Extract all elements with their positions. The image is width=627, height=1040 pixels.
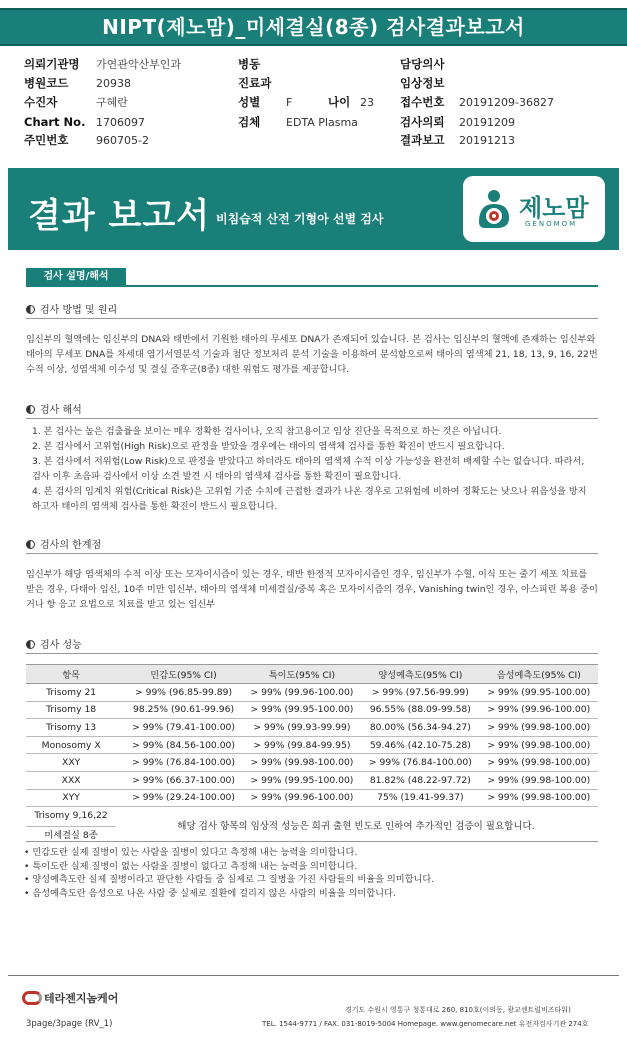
table-cell: > 99% (99.95-100.00): [243, 701, 361, 719]
info-value: 23: [360, 96, 374, 109]
limits-heading: 검사의 한계점: [26, 536, 101, 551]
table-cell: 81.82% (48.22-97.72): [361, 771, 479, 789]
table-cell: > 99% (84.56-100.00): [124, 736, 242, 754]
list-item: • 특이도란 실제 질병이 없는 사람을 질병이 없다고 측정해 내는 능력을 의미합니다.: [24, 860, 358, 872]
half-circle-icon: [26, 305, 35, 314]
report-banner: [8, 168, 619, 250]
column-header: 민감도(95% CI): [124, 665, 242, 684]
table-cell: XYY: [26, 789, 116, 807]
info-value: 20938: [96, 77, 131, 90]
table-note: 해당 검사 항목의 임상적 성능은 희귀 출현 빈도로 인하여 추가적인 검증이 필요합니다.: [177, 821, 535, 832]
info-label: 진료과: [238, 76, 272, 90]
table-cell: > 99% (99.96-100.00): [480, 701, 598, 719]
list-item: 4. 본 검사의 임계치 위험(Critical Risk)은 고위험 기준 수치에 근접한 결과가 나온 경우로 고위험에 비하여 정확도는 낮으나 위음성을 방지하고자 태아의 염색체 검사를 통한 확진이 반드시 필요합니다.: [32, 486, 587, 512]
table-cell: > 99% (79.41-100.00): [124, 719, 242, 737]
table-cell: > 99% (76.84-100.00): [361, 754, 479, 772]
section-tab: 검사 설명/해석: [26, 268, 126, 286]
table-row: [26, 771, 598, 789]
list-item: • 민감도란 실제 질병이 있는 사람을 질병이 있다고 측정해 내는 능력을 의미합니다.: [24, 847, 358, 858]
info-label: Chart No.: [24, 115, 86, 129]
table-row: [26, 684, 598, 702]
column-header: 특이도(95% CI): [243, 665, 361, 684]
info-label: 나이: [328, 95, 351, 109]
table-cell: 98.25% (90.61-99.96): [124, 701, 242, 719]
info-value: 20191213: [459, 134, 515, 147]
performance-table: [26, 664, 598, 807]
info-value: 가연관악산부인과: [96, 58, 182, 71]
table-cell: XXY: [26, 754, 116, 772]
logo-text: 제노맘: [519, 194, 589, 222]
table-cell: > 99% (99.98-100.00): [480, 789, 598, 807]
limits-text: 임신부가 해당 염색체의 수적 이상 또는 모자이시즘이 있는 경우, 태반 한정적 모자이시즘인 경우, 임신부가 수혈, 이식 또는 줄기 세포 치료를 받은 경우, 다태아 임신, 10주 미만 임신부, 태아의 염색체 미세결실/중복 혹은 모자이시즘의 경우, Vanishing twin인 경우, 아스피린 복용 중이거나 항 응고 요법으로 치료를 받고 있는 임신부: [26, 569, 598, 610]
table-cell: > 99% (99.98-100.00): [243, 754, 361, 772]
table-cell: Trisomy 18: [26, 701, 116, 719]
info-label: 접수번호: [400, 95, 445, 109]
info-label: 성별: [238, 95, 261, 109]
table-row: [26, 701, 598, 719]
info-label: 수진자: [24, 95, 58, 109]
column-header: 항목: [26, 665, 116, 684]
list-item: 3. 본 검사에서 저위험(Low Risk)으로 판정을 받았다고 하더라도 태아의 염색체 수적 이상 가능성을 완전히 배제할 수는 없습니다. 따라서, 검사 이후 초음파 검사에서 이상 소견 발견 시 태아의 염색체 검사를 통한 확진이 필요합니다.: [32, 456, 585, 482]
logo-subtext: GENOMOM: [525, 220, 578, 228]
half-circle-icon: [26, 405, 35, 414]
table-row: [26, 810, 598, 842]
banner-title: 결과 보고서: [28, 196, 211, 236]
info-value: 20191209: [459, 116, 515, 129]
genomom-logo: [463, 176, 605, 242]
genomom-logo-icon: [475, 188, 513, 230]
table-cell: > 99% (99.96-100.00): [243, 684, 361, 702]
company-logo-icon: [22, 991, 42, 1005]
table-cell: > 99% (99.84-99.95): [243, 736, 361, 754]
info-value: 960705-2: [96, 134, 149, 147]
half-circle-icon: [26, 640, 35, 649]
table-cell: 미세결실 8종: [26, 826, 116, 841]
divider: [26, 653, 598, 654]
column-header: 양성예측도(95% CI): [361, 665, 479, 684]
info-value: F: [286, 96, 293, 109]
report-title: NIPT(제노맘)_미세결실(8종) 검사결과보고서: [0, 8, 627, 46]
info-value: 1706097: [96, 116, 145, 129]
table-cell: Trisomy 9,16,22: [34, 810, 108, 821]
table-cell: > 99% (99.98-100.00): [480, 771, 598, 789]
footer-divider: [8, 975, 619, 976]
table-cell: 80.00% (56.34-94.27): [361, 719, 479, 737]
page-number: 3page/3page (RV_1): [26, 1019, 113, 1029]
interpretation-heading: 검사 해석: [26, 401, 82, 416]
info-label: 검사의뢰: [400, 115, 445, 129]
table-cell: XXX: [26, 771, 116, 789]
table-row: [26, 754, 598, 772]
performance-heading: 검사 성능: [26, 636, 82, 651]
table-row: [26, 736, 598, 754]
column-header: 음성예측도(95% CI): [480, 665, 598, 684]
method-text: 임신부의 혈액에는 임신부의 DNA와 태반에서 기원한 태아의 무세포 DNA가 존재되어 있습니다. 본 검사는 임신부의 혈액에 존재하는 임신부와 태아의 무세포 DNA를 차세대 염기서열분석 기술과 첨단 정보처리 분석 기술을 이용하여 분석함으로써 태아의 염색체 21, 18, 13, 9, 16, 22번 수적 이상, 성염색체 이수성 및 결실 증후군(8종) 대한 위험도 평가를 제공합니다.: [26, 334, 598, 375]
table-cell: 96.55% (88.09-99.58): [361, 701, 479, 719]
table-cell: > 99% (99.93-99.99): [243, 719, 361, 737]
table-cell: > 99% (99.98-100.00): [480, 736, 598, 754]
info-value: EDTA Plasma: [286, 116, 358, 129]
table-cell: Trisomy 13: [26, 719, 116, 737]
patient-info: [0, 56, 627, 156]
info-label: 결과보고: [400, 133, 445, 147]
divider: [26, 418, 598, 419]
table-cell: > 99% (66.37-100.00): [124, 771, 242, 789]
company-logo: 테라젠지놈케어: [22, 990, 118, 1006]
table-cell: > 99% (76.84-100.00): [124, 754, 242, 772]
table-cell: > 99% (29.24-100.00): [124, 789, 242, 807]
table-cell: Monosomy X: [26, 736, 116, 754]
list-item: • 양성예측도란 실제 질병이라고 판단한 사람들 중 실제로 그 질병을 가진 사람들의 비율을 의미합니다.: [24, 874, 435, 885]
table-cell: 59.46% (42.10-75.28): [361, 736, 479, 754]
divider: [26, 318, 598, 319]
info-value: 20191209-36827: [459, 96, 554, 109]
info-label: 임상정보: [400, 76, 445, 90]
table-cell: > 99% (96.85-99.89): [124, 684, 242, 702]
interpretation-list: [32, 424, 592, 514]
list-item: 2. 본 검사에서 고위험(High Risk)으로 판정을 받았을 경우에는 태아의 염색체 검사를 통한 확진이 반드시 필요합니다.: [32, 441, 505, 452]
table-cell: > 99% (99.98-100.00): [480, 754, 598, 772]
table-header-row: [26, 665, 598, 684]
divider: [26, 553, 598, 554]
banner-subtitle: 비침습적 산전 기형아 선별 검사: [216, 212, 384, 226]
table-row: [26, 789, 598, 807]
table-cell: > 99% (99.95-100.00): [243, 771, 361, 789]
table-cell: > 99% (99.98-100.00): [480, 719, 598, 737]
info-label: 의뢰기관명: [24, 57, 80, 71]
info-value: 구혜란: [96, 96, 128, 109]
list-item: • 음성예측도란 음성으로 나온 사람 중 실제로 질환에 걸리지 않은 사람의 비율을 의미합니다.: [24, 887, 396, 899]
info-label: 병동: [238, 57, 261, 71]
half-circle-icon: [26, 540, 35, 549]
method-heading: 검사 방법 및 원리: [26, 301, 117, 316]
section-divider: [26, 285, 598, 287]
info-label: 병원코드: [24, 76, 69, 90]
info-label: 주민번호: [24, 133, 69, 147]
table-cell: > 99% (99.96-100.00): [243, 789, 361, 807]
table-cell: Trisomy 21: [26, 684, 116, 702]
definitions-list: [24, 846, 434, 900]
info-label: 검체: [238, 115, 261, 129]
list-item: 1. 본 검사는 높은 검출률을 보이는 매우 정확한 검사이나, 오직 참고용이고 임상 진단을 목적으로 하는 것은 아닙니다.: [32, 426, 502, 437]
table-cell: 75% (19.41-99.37): [361, 789, 479, 807]
company-contact: TEL. 1544-9771 / FAX. 031-8019-5004 Homepage. www.genomecare.net 유전자검사기관 274호: [262, 1020, 589, 1028]
table-row: [26, 719, 598, 737]
table-cell: > 99% (97.56-99.99): [361, 684, 479, 702]
company-address: 경기도 수원시 영통구 청통대로 260, 810호(이의동, 광교센트럴비즈타워): [345, 1006, 571, 1014]
table-cell: > 99% (99.95-100.00): [480, 684, 598, 702]
info-label: 담당의사: [400, 57, 445, 71]
